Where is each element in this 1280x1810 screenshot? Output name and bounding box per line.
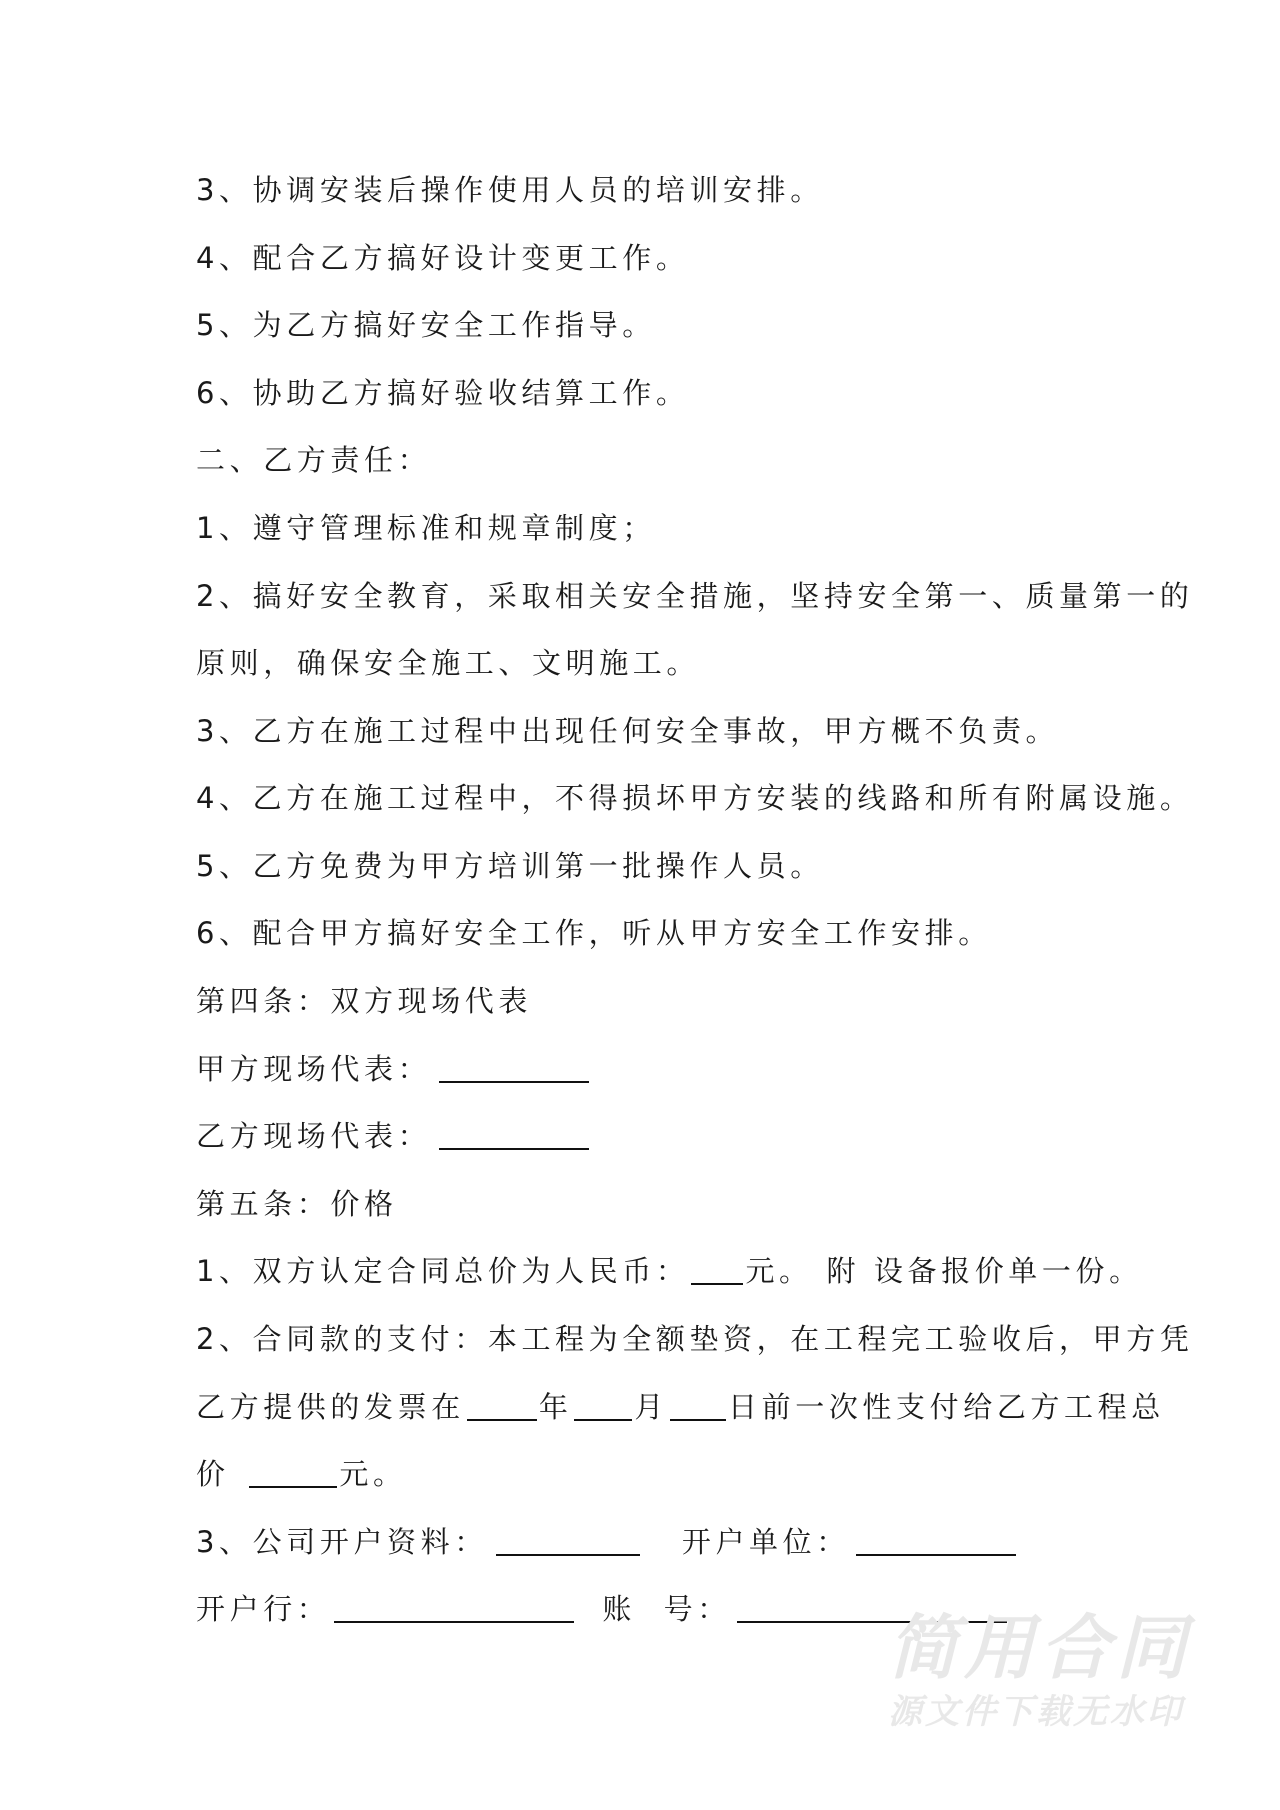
party-a-duty-5: 5、为乙方搞好安全工作指导。 [196, 308, 656, 342]
party-b-heading: 二、乙方责任： [196, 443, 432, 477]
party-b-duty-4: 4、乙方在施工过程中，不得损坏甲方安装的线路和所有附属设施。 [196, 781, 1194, 815]
bank-label: 开户行： [196, 1592, 331, 1626]
party-b-duty-5: 5、乙方免费为甲方培训第一批操作人员。 [196, 849, 824, 883]
total-price-suffix: 元。 附 设备报价单一份。 [745, 1254, 1143, 1288]
month-blank[interactable] [574, 1391, 632, 1421]
total-label: 价 [196, 1457, 244, 1491]
total-amount-blank[interactable] [249, 1458, 337, 1488]
account-info-label: 3、公司开户资料： [196, 1525, 488, 1559]
account-no-label: 账 号： [602, 1592, 731, 1626]
price-item-2-line-1: 2、合同款的支付：本工程为全额垫资，在工程完工验收后，甲方凭 [196, 1322, 1194, 1356]
day-blank[interactable] [670, 1391, 726, 1421]
price-item-2-line-3 [196, 1454, 407, 1494]
bank-row [196, 1589, 1009, 1629]
article-4-heading: 第四条：双方现场代表 [196, 984, 533, 1018]
party-a-rep-blank[interactable] [439, 1053, 589, 1083]
account-unit-label: 开户单位： [681, 1525, 850, 1559]
party-a-duty-6: 6、协助乙方搞好验收结算工作。 [196, 376, 690, 410]
party-b-rep-blank[interactable] [439, 1120, 589, 1150]
party-a-rep-label: 甲方现场代表： [196, 1052, 432, 1086]
party-b-duty-1: 1、遵守管理标准和规章制度； [196, 511, 656, 545]
invoice-label: 乙方提供的发票在 [196, 1390, 465, 1424]
account-info-blank[interactable] [496, 1526, 640, 1556]
total-price-label: 1、双方认定合同总价为人民币： [196, 1254, 690, 1288]
price-item-2-line-2 [196, 1387, 1165, 1427]
party-b-duty-6: 6、配合甲方搞好安全工作，听从甲方安全工作安排。 [196, 916, 992, 950]
watermark-title: 简用合同 [888, 1607, 1192, 1689]
total-price-blank[interactable] [691, 1255, 743, 1285]
watermark-subtitle: 源文件下载无水印 [888, 1692, 1184, 1732]
account-unit-blank[interactable] [856, 1526, 1016, 1556]
month-label: 月 [634, 1390, 669, 1424]
article-5-heading: 第五条：价格 [196, 1187, 398, 1221]
party-a-duty-4: 4、配合乙方搞好设计变更工作。 [196, 241, 690, 275]
account-info-row [196, 1522, 1018, 1562]
bank-blank[interactable] [334, 1593, 574, 1623]
party-a-rep-row [196, 1049, 591, 1089]
party-a-duty-3: 3、协调安装后操作使用人员的培训安排。 [196, 173, 824, 207]
party-b-rep-label: 乙方现场代表： [196, 1119, 432, 1153]
party-b-rep-row [196, 1116, 591, 1156]
party-b-duty-2-cont: 原则，确保安全施工、文明施工。 [196, 646, 701, 680]
year-blank[interactable] [467, 1391, 537, 1421]
party-b-duty-3: 3、乙方在施工过程中出现任何安全事故，甲方概不负责。 [196, 714, 1060, 748]
year-label: 年 [538, 1390, 573, 1424]
party-b-duty-2: 2、搞好安全教育，采取相关安全措施，坚持安全第一、质量第一的 [196, 579, 1194, 613]
price-item-1 [196, 1251, 1143, 1291]
payment-deadline-suffix: 日前一次性支付给乙方工程总 [728, 1390, 1165, 1424]
total-amount-suffix: 元。 [339, 1457, 407, 1491]
